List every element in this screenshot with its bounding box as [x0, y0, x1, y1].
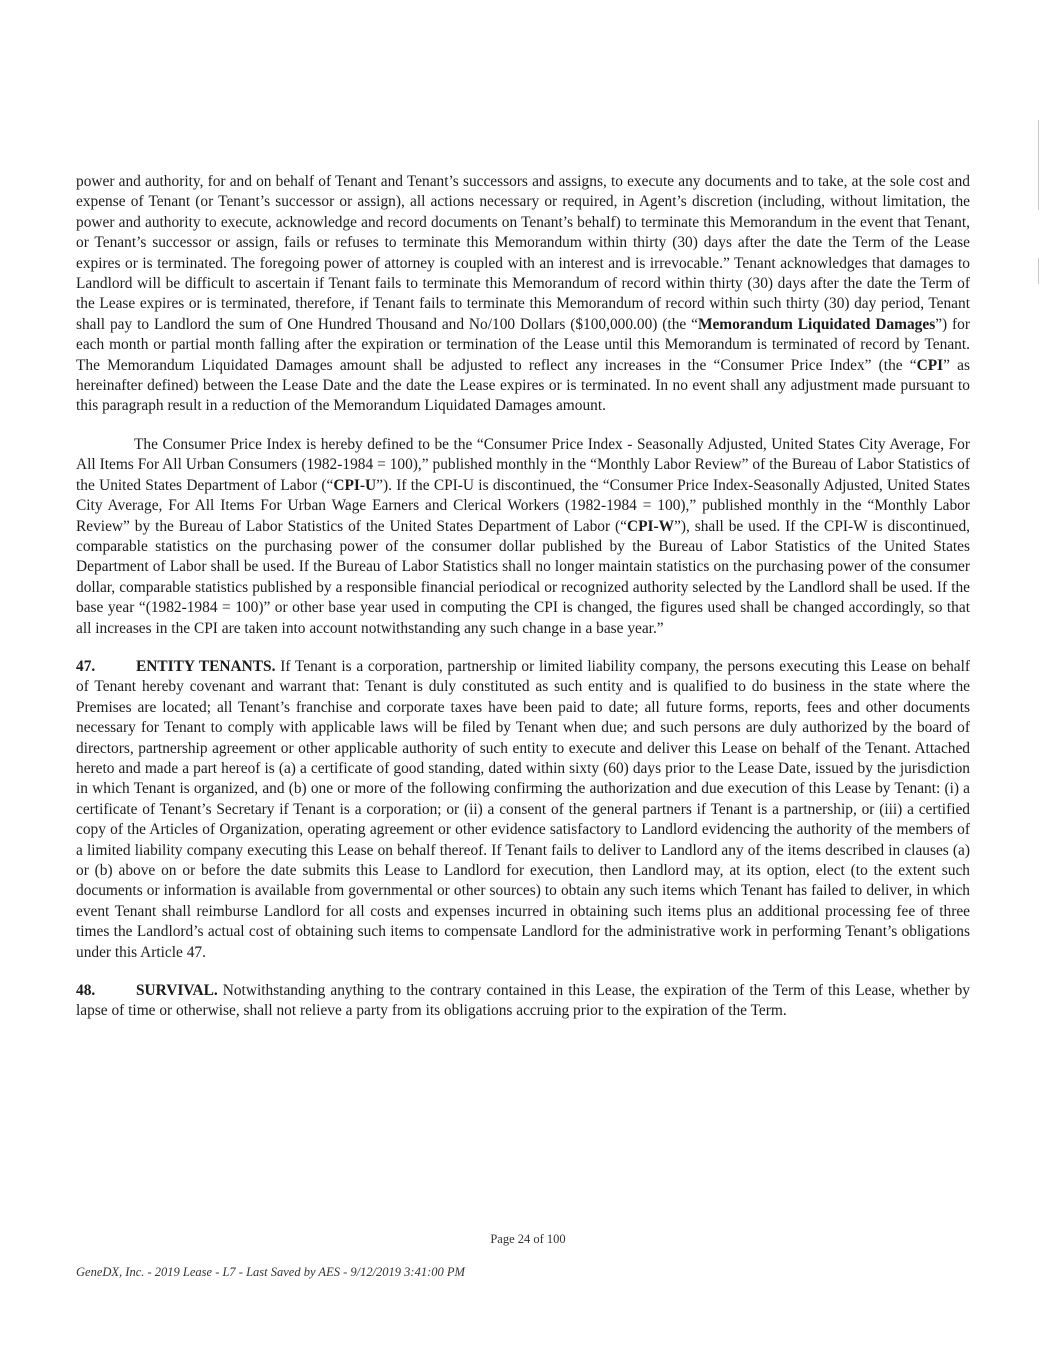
document-body — [76, 172, 970, 1040]
paragraph-text: ”), shall be used. If the CPI-W is discontinued, comparable statistics on the purchasing power of the consumer dollar published by the Bureau of Labor Statistics of the United States Department of Labor shall be used. If the Bureau of Labor Statistics shall no longer maintain statistics on the purchasing power of the consumer dollar, comparable statistics published by a responsible financial periodical or recognized authority selected by the Landlord shall be used. If the base year “(1982-1984 = 100)” or other base year used in computing the CPI is changed, the figures used shall be changed accordingly, so that all increases in the CPI are taken into account notwithstanding any such change in a base year.” — [76, 517, 970, 637]
section-text: If Tenant is a corporation, partnership or limited liability company, the persons executing this Lease on behalf of Tenant hereby covenant and warrant that: Tenant is duly constituted as such entity and is qualified to do business in the state where the Premises are located; all Tenant’s franchise and corporate taxes have been paid to date; all future forms, reports, fees and other documents necessary for Tenant to comply with applicable laws will be filed by Tenant when due; and such persons are duly authorized by the board of directors, partnership agreement or other applicable authority of such entity to execute and deliver this Lease on behalf of the Tenant. Attached hereto and made a part hereof is (a) a certificate of good standing, dated within sixty (60) days prior to the Lease Date, issued by the jurisdiction in which Tenant is organized, and (b) one or more of the following confirming the authorization and due execution of this Lease by Tenant: (i) a certificate of Tenant’s Secretary if Tenant is a corporation; or (ii) a consent of the general partners if Tenant is a partnership, or (iii) a certified copy of the Articles of Organization, operating agreement or other evidence satisfactory to Landlord evidencing the authority of the members of a limited liability company executing this Lease on behalf thereof. If Tenant fails to deliver to Landlord any of the items described in clauses (a) or (b) above on or before the date submits this Lease to Landlord for execution, then Landlord may, at its option, elect (to the extent such documents or information is available from governmental or other sources) to obtain any such items which Tenant has failed to deliver, in which event Tenant shall reimburse Landlord for all costs and expenses incurred in obtaining such items plus an additional processing fee of three times the Landlord’s actual cost of obtaining such items to compensate Landlord for the administrative work in performing Tenant’s obligations under this Article 47. — [76, 657, 970, 961]
scan-artifact — [1038, 120, 1039, 210]
paragraph-text: power and authority, for and on behalf of Tenant and Tenant’s successors and assigns, to execute any documents and to take, at the sole cost and expense of Tenant (or Tenant’s successor or assign), all actions necessary or required, in Agent’s discretion (including, without limitation, the power and authority to execute, acknowledge and record documents on Tenant’s behalf) to terminate this Memorandum in the event that Tenant, or Tenant’s successor or assign, fails or refuses to terminate this Memorandum within thirty (30) days after the date the Term of the Lease expires or is terminated. The foregoing power of attorney is coupled with an interest and is irrevocable.” Tenant acknowledges that damages to Landlord will be difficult to ascertain if Tenant fails to terminate this Memorandum of record within thirty (30) days after the date the Term of the Lease expires or is terminated, therefore, if Tenant fails to terminate this Memorandum of record within such thirty (30) day period, Tenant shall pay to Landlord the sum of One Hundred Thousand and No/100 Dollars ($100,000.00) (the “ — [76, 173, 970, 333]
section-text: Notwithstanding anything to the contrary contained in this Lease, the expiration of the Term of this Lease, whether by lapse of time or otherwise, shall not relieve a party from its obligations accruing prior to the expiration of the Term. — [76, 982, 970, 1020]
paragraph-text: ” as hereinafter defined) between the Lease Date and the date the Lease expires or is terminated. In no event shall any adjustment made pursuant to this paragraph result in a reduction of the Memorandum Liquidated Damages amount. — [76, 356, 971, 415]
section-title: SURVIVAL. — [136, 982, 218, 1000]
page-number: Page 24 of 100 — [490, 1232, 566, 1246]
section-47 — [76, 657, 970, 963]
section-number: 48. — [76, 982, 96, 1000]
defined-term: CPI-U — [333, 476, 377, 494]
paragraph-memorandum-damages — [76, 172, 970, 417]
defined-term: Memorandum Liquidated Damages — [697, 315, 936, 333]
section-title: ENTITY TENANTS. — [136, 657, 276, 675]
paragraph-text: ”) for each month or partial month falling after the expiration or termination of the Lease until this Memorandum is terminated of record by Tenant. The Memorandum Liquidated Damages amount shall be adjusted to reflect any increases in the “Consumer Price Index” (the “ — [76, 315, 970, 374]
scan-artifact — [1038, 258, 1039, 284]
section-48 — [76, 981, 970, 1022]
defined-term: CPI — [916, 356, 944, 374]
section-number: 47. — [76, 657, 96, 675]
defined-term: CPI-W — [626, 517, 675, 535]
paragraph-text: ”). If the CPI-U is discontinued, the “Consumer Price Index-Seasonally Adjusted, United States City Average, For All Items For Urban Wage Earners and Clerical Workers (1982-1984 = 100),” published monthly in the “Monthly Labor Review” by the Bureau of Labor Statistics of the United States Department of Labor (“ — [76, 476, 970, 535]
paragraph-text: The Consumer Price Index is hereby defined to be the “Consumer Price Index - Seasonally Adjusted, United States City Average, For All Items For All Urban Consumers (1982-1984 = 100),” published monthly in the “Monthly Labor Review” of the Bureau of Labor Statistics of the United States Department of Labor (“ — [76, 435, 970, 494]
document-footer: GeneDX, Inc. - 2019 Lease - L7 - Last Saved by AES - 9/12/2019 3:41:00 PM — [76, 1265, 465, 1279]
paragraph-cpi-definition — [76, 435, 970, 639]
